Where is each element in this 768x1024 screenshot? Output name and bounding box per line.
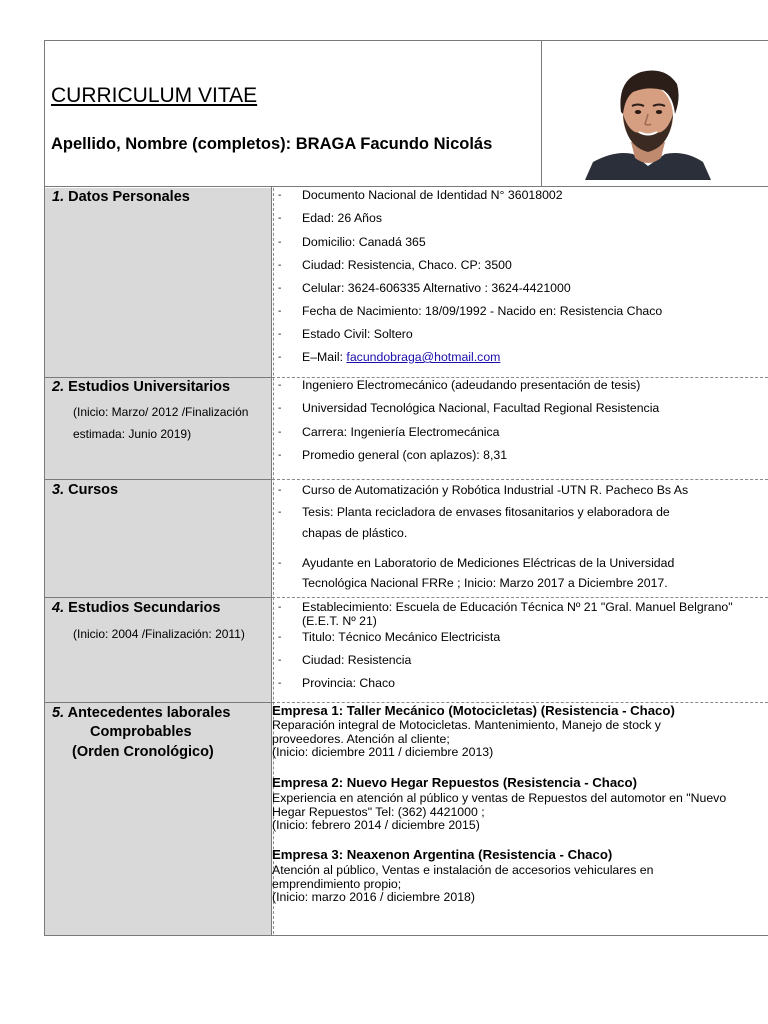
- list-item-email: - E–Mail: facundobraga@hotmail.com: [278, 350, 501, 364]
- email-label: E–Mail:: [302, 350, 347, 364]
- section-title-university: [52, 379, 230, 395]
- section-title-personal: [52, 189, 190, 205]
- job-description: Reparación integral de Motocicletas. Mantenimiento, Manejo de stock y proveedores. Atención al cliente; (Inicio: diciembre 2011 / diciembre 2013): [272, 718, 661, 759]
- job-title: Empresa 3: Neaxenon Argentina (Resistencia - Chaco): [272, 847, 613, 862]
- list-item: - Ciudad: Resistencia, Chaco. CP: 3500: [278, 258, 512, 272]
- section-title-work-3: (Orden Cronológico): [72, 744, 214, 760]
- section-number: 5.: [52, 705, 65, 721]
- list-item: - Promedio general (con aplazos): 8,31: [278, 448, 508, 462]
- list-item: - Titulo: Técnico Mecánico Electricista: [278, 630, 501, 644]
- section-number: 1.: [52, 189, 65, 205]
- row-divider: [44, 377, 272, 378]
- profile-photo: [585, 62, 711, 180]
- section-title-text: Cursos: [68, 482, 119, 498]
- cv-title: CURRICULUM VITAE: [51, 84, 258, 107]
- section-title-work-2: Comprobables: [90, 724, 192, 740]
- section-title-text: Datos Personales: [68, 189, 190, 205]
- name-label: Apellido, Nombre (completos):: [51, 135, 296, 153]
- secondary-dates: (Inicio: 2004 /Finalización: 2011): [73, 627, 245, 641]
- list-item: - Provincia: Chaco: [278, 676, 395, 690]
- list-item: - Establecimiento: Escuela de Educación Técnica Nº 21 "Gral. Manuel Belgrano": [278, 600, 733, 614]
- section-title-courses: [52, 482, 118, 498]
- table-bottom-border: [44, 935, 768, 936]
- job-title: Empresa 1: Taller Mecánico (Motocicletas) (Resistencia - Chaco): [272, 703, 675, 718]
- job-description: Experiencia en atención al público y ventas de Repuestos del automotor en "Nuevo Hegar Repuestos" Tel: (362) 4421000 ; (Inicio: febrero 2014 / diciembre 2015): [272, 791, 727, 832]
- list-item: - Ayudante en Laboratorio de Mediciones Eléctricas de la Universidad: [278, 556, 675, 570]
- header-bottom-border: [44, 186, 768, 187]
- list-item: - Ingeniero Electromecánico (adeudando presentación de tesis): [278, 378, 641, 392]
- list-item-cont: (E.E.T. Nº 21): [302, 614, 377, 628]
- full-name-line: [51, 135, 492, 154]
- row-divider: [272, 597, 768, 598]
- list-item: - Edad: 26 Años: [278, 211, 382, 225]
- list-item: - Fecha de Nacimiento: 18/09/1992 - Nacido en: Resistencia Chaco: [278, 304, 663, 318]
- section-number: 3.: [52, 482, 65, 498]
- job-title: Empresa 2: Nuevo Hegar Repuestos (Resistencia - Chaco): [272, 775, 637, 790]
- university-dates-cont: estimada: Junio 2019): [73, 427, 192, 441]
- section-title-text: Antecedentes laborales: [67, 705, 231, 721]
- list-item: - Ciudad: Resistencia: [278, 653, 412, 667]
- row-divider: [44, 479, 272, 480]
- email-link[interactable]: facundobraga@hotmail.com: [346, 350, 501, 364]
- list-item-cont: Tecnológica Nacional FRRe ; Inicio: Marzo 2017 a Diciembre 2017.: [302, 576, 668, 590]
- row-divider: [272, 479, 768, 480]
- personal-label-cell: [45, 188, 271, 377]
- photo-cell-border: [541, 40, 542, 187]
- table-left-border: [44, 40, 45, 936]
- job-description: Atención al público, Ventas e instalación de accesorios vehiculares en emprendimiento propio; (Inicio: marzo 2016 / diciembre 2018): [272, 863, 654, 904]
- list-item: - Carrera: Ingeniería Electromecánica: [278, 425, 500, 439]
- row-divider: [44, 597, 272, 598]
- section-number: 4.: [52, 600, 65, 616]
- table-top-border: [44, 40, 768, 41]
- list-item-cont: chapas de plástico.: [302, 526, 408, 540]
- list-item: - Curso de Automatización y Robótica Industrial -UTN R. Pacheco Bs As: [278, 483, 689, 497]
- list-item: - Celular: 3624-606335 Alternativo : 3624-4421000: [278, 281, 571, 295]
- section-title-work: [52, 705, 230, 721]
- list-item: - Domicilio: Canadá 365: [278, 235, 426, 249]
- section-number: 2.: [52, 379, 65, 395]
- section-title-text: Estudios Secundarios: [68, 600, 221, 616]
- list-item: - Universidad Tecnológica Nacional, Facultad Regional Resistencia: [278, 401, 660, 415]
- list-item: - Documento Nacional de Identidad N° 36018002: [278, 188, 563, 202]
- list-item: - Estado Civil: Soltero: [278, 327, 413, 341]
- section-title-secondary: [52, 600, 220, 616]
- name-value: BRAGA Facundo Nicolás: [295, 135, 493, 153]
- row-divider: [44, 702, 272, 703]
- university-dates: (Inicio: Marzo/ 2012 /Finalización: [73, 405, 249, 419]
- section-title-text: Estudios Universitarios: [68, 379, 231, 395]
- list-item: - Tesis: Planta recicladora de envases fitosanitarios y elaboradora de: [278, 505, 670, 519]
